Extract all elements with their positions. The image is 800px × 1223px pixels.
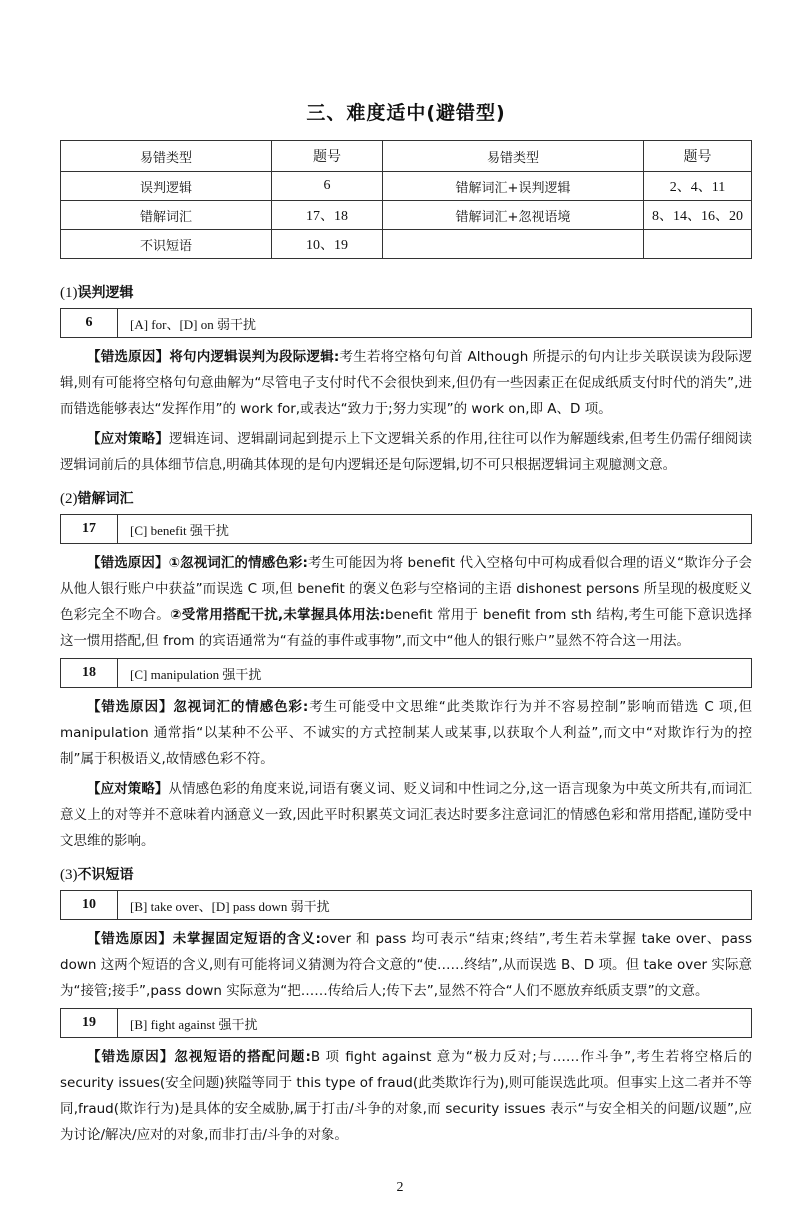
section-heading xyxy=(60,282,752,302)
section-number: (3) xyxy=(60,867,78,883)
distractor-option: [A] for、[D] on 弱干扰 xyxy=(130,316,257,332)
page-number: 2 xyxy=(396,1180,404,1195)
section-heading xyxy=(60,488,752,508)
table-cell: 不识短语 xyxy=(61,230,272,259)
paragraph-text: 从情感色彩的角度来说,词语有褒义词、贬义词和中性词之分,这一语言现象为中英文所共有,而词汇意义上的对等并不意味着内涵意义一致,因此平时积累英文词汇表达时要多注意词汇的情感色彩和常用搭配,谨防受中文思维的影响。 xyxy=(60,781,753,849)
table-header: 题号 xyxy=(272,141,383,172)
label: 【应对策略】 xyxy=(87,781,169,797)
table-cell: 错解词汇+忽视语境 xyxy=(383,201,644,230)
section-title: 误判逻辑 xyxy=(77,285,134,301)
question-item xyxy=(60,514,752,544)
question-item xyxy=(60,658,752,688)
question-number: 17 xyxy=(61,515,118,543)
paragraph-text: 逻辑连词、逻辑副词起到提示上下文逻辑关系的作用,往往可以作为解题线索,但考生仍需仔细阅读逻辑词前后的具体细节信息,明确其体现的是句内逻辑还是句际逻辑,切不可只根据逻辑词主观臆测文意。 xyxy=(60,431,752,473)
bold-lead: 将句内逻辑误判为段际逻辑: xyxy=(169,349,340,365)
label: 【错选原因】 xyxy=(87,699,174,715)
question-item xyxy=(60,1008,752,1038)
paragraph-text: B 项 fight against 意为“极力反对;与……作斗争”,考生若将空格后的 security issues(安全问题)狭隘等同于 this type of fraud(此类欺诈行为),则可能误选此项。但事实上这二者并不等同,fraud(欺诈行为)是具体的安全威胁,属于打击/斗争的对象,而 security issues 表示“与安全相关的问题/议题”,应为讨论/解决/应对的对象,而非打击/斗争的对象。 xyxy=(60,1049,752,1143)
table-cell: 6 xyxy=(272,172,383,201)
analysis-content xyxy=(60,282,752,1152)
error-reason-paragraph xyxy=(60,550,752,654)
bold-lead: ①忽视词汇的情感色彩: xyxy=(168,555,308,571)
error-reason-paragraph xyxy=(60,344,752,422)
error-reason-paragraph xyxy=(60,694,752,772)
question-item xyxy=(60,890,752,920)
distractor-option: [B] take over、[D] pass down 弱干扰 xyxy=(130,898,330,914)
table-cell: 17、18 xyxy=(272,201,383,230)
paragraph-text: 考生若将空格句句首 Although 所提示的句内让步关联误读为段际逻辑,则有可能将空格句句意曲解为“尽管电子支付时代不会很快到来,但仍有一些因素正在促成纸质支付时代的消失”,进而错选能够表达“发挥作用”的 work for,或表达“致力于;努力实现”的 work on,即 A、D 项。 xyxy=(60,349,753,417)
label: 【错选原因】 xyxy=(87,1049,175,1065)
table-row xyxy=(61,172,752,201)
page-title: 三、难度适中(避错型) xyxy=(306,102,506,124)
table-header: 题号 xyxy=(644,141,752,172)
table-cell: 错解词汇 xyxy=(61,201,272,230)
table-row xyxy=(61,230,752,259)
question-number: 6 xyxy=(61,309,118,337)
distractor-option: [C] manipulation 强干扰 xyxy=(130,666,262,682)
table-cell: 10、19 xyxy=(272,230,383,259)
table-row xyxy=(61,201,752,230)
section-heading xyxy=(60,864,752,884)
paragraph-text: 考生可能因为将 benefit 代入空格句中可构成看似合理的语义“欺诈分子会从他人银行账户中获益”而误选 C 项,但 benefit 的褒义色彩与空格词的主语 dishonest persons 所呈现的极度贬义色彩完全不吻合。 xyxy=(60,555,752,623)
error-type-table xyxy=(60,140,752,259)
distractor-option: [B] fight against 强干扰 xyxy=(130,1016,258,1032)
error-reason-paragraph xyxy=(60,926,752,1004)
bold-lead: 未掌握固定短语的含义: xyxy=(172,931,321,947)
section-title: 不识短语 xyxy=(77,867,134,883)
label: 【错选原因】 xyxy=(87,555,169,571)
section-number: (1) xyxy=(60,285,78,301)
label: 【错选原因】 xyxy=(87,931,173,947)
bold-lead: 忽视短语的搭配问题: xyxy=(174,1049,311,1065)
section-number: (2) xyxy=(60,491,78,507)
question-number: 19 xyxy=(61,1009,118,1037)
error-reason-paragraph xyxy=(60,1044,752,1148)
paragraph-text: benefit 常用于 benefit from sth 结构,考生可能下意识选择这一惯用搭配,但 from 的宾语通常为“有益的事件或事物”,而文中“他人的银行账户”显然不符合这一用法。 xyxy=(60,607,752,649)
table-header: 易错类型 xyxy=(61,141,272,172)
table-cell: 误判逻辑 xyxy=(61,172,272,201)
paragraph-text: over 和 pass 均可表示“结束;终结”,考生若未掌握 take over、pass down 这两个短语的含义,则有可能将词义猜测为符合文意的“使……终结”,从而误选 B、D 项。但 take over 实际意为“接管;接手”,pass down 实际意为“把……传给后人;传下去”,显然不符合“人们不愿放弃纸质支票”的文意。 xyxy=(60,931,752,999)
strategy-paragraph xyxy=(60,426,752,478)
question-number: 10 xyxy=(61,891,118,919)
question-number: 18 xyxy=(61,659,118,687)
table-cell xyxy=(383,230,644,259)
table-header-row xyxy=(61,141,752,172)
table-cell: 错解词汇+误判逻辑 xyxy=(383,172,644,201)
paragraph-text: 考生可能受中文思维“此类欺诈行为并不容易控制”影响而错选 C 项,但 manipulation 通常指“以某种不公平、不诚实的方式控制某人或某事,以获取个人利益”,而文中“对欺诈行为的控制”属于积极语义,故情感色彩不符。 xyxy=(60,699,753,767)
table-header: 易错类型 xyxy=(383,141,644,172)
table-cell: 2、4、11 xyxy=(644,172,752,201)
label: 【应对策略】 xyxy=(87,431,170,447)
label: 【错选原因】 xyxy=(87,349,170,365)
table-cell xyxy=(644,230,752,259)
section-title: 错解词汇 xyxy=(77,491,134,507)
bold-lead: ②受常用搭配干扰,未掌握具体用法: xyxy=(170,607,386,623)
bold-lead: 忽视词汇的情感色彩: xyxy=(173,699,309,715)
strategy-paragraph xyxy=(60,776,752,854)
question-item xyxy=(60,308,752,338)
distractor-option: [C] benefit 强干扰 xyxy=(130,522,229,538)
table-cell: 8、14、16、20 xyxy=(644,201,752,230)
